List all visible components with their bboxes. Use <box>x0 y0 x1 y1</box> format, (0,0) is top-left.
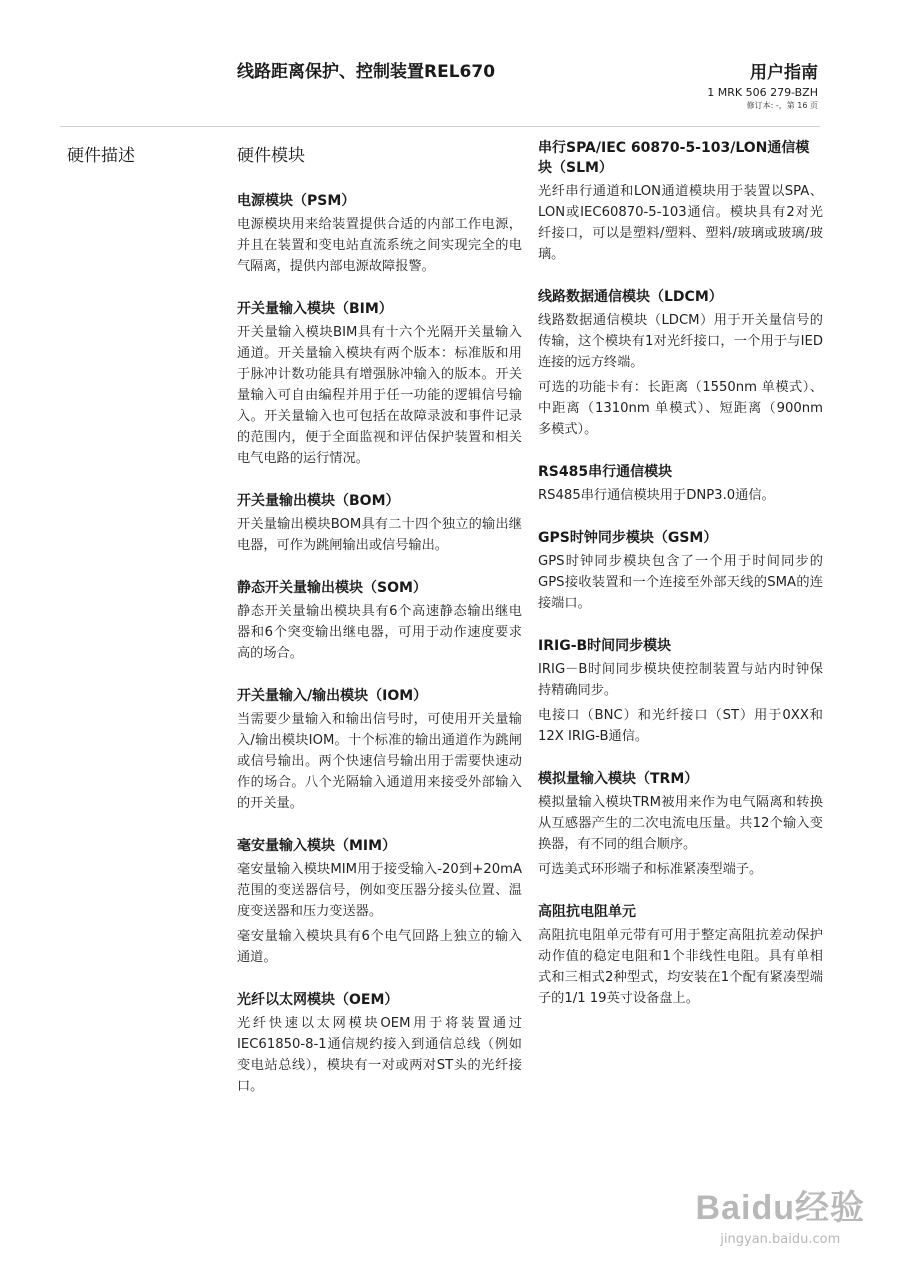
section-paragraph: 模拟量输入模块TRM被用来作为电气隔离和转换从互感器产生的二次电流电压量。共12个输入变换器，有不同的组合顺序。 <box>538 795 823 852</box>
section-title: 开关量输出模块（BOM） <box>237 493 400 509</box>
section-paragraph: GPS时钟同步模块包含了一个用于时间同步的GPS接收装置和一个连接至外部天线的SMA的连接端口。 <box>538 554 823 611</box>
header-right <box>707 63 818 111</box>
section-title: 开关量输入模块（BIM） <box>237 301 393 317</box>
section-paragraph: 开关量输入模块BIM具有十六个光隔开关量输入通道。开关量输入模块有两个版本：标准版和用于脉冲计数功能具有增强脉冲输入的版本。开关量输入可自由编程并用于任一功能的逻辑信号输入。开关量输入也可包括在故障录波和事件记录的范围内，便于全面监视和评估保护装置和相关电气电路的运行情况。 <box>237 325 522 466</box>
module-section <box>538 636 823 747</box>
module-section <box>538 528 823 614</box>
module-section <box>237 578 522 664</box>
header-divider <box>60 126 820 127</box>
section-title: IRIG-B时间同步模块 <box>538 638 672 654</box>
module-section <box>538 138 823 265</box>
section-paragraph: 静态开关量输出模块具有6个高速静态输出继电器和6个突变输出继电器，可用于动作速度要求高的场合。 <box>237 604 522 661</box>
section-title: 串行SPA/IEC 60870-5-103/LON通信模块（SLM） <box>538 140 810 176</box>
section-paragraph: 可选美式环形端子和标准紧凑型端子。 <box>538 862 763 877</box>
section-paragraph: 当需要少量输入和输出信号时，可使用开关量输入/输出模块IOM。十个标准的输出通道作为跳闸或信号输出。两个快速信号输出用于需要快速动作的场合。八个光隔输入通道用来接受外部输入的开关量。 <box>237 712 522 811</box>
document-title: 线路距离保护、控制装置REL670 <box>237 62 496 82</box>
section-title: 模拟量输入模块（TRM） <box>538 771 699 787</box>
module-section <box>538 769 823 880</box>
main-heading: 硬件模块 <box>237 146 305 166</box>
section-title: 静态开关量输出模块（SOM） <box>237 580 427 596</box>
left-column <box>237 141 522 1119</box>
section-title: 线路数据通信模块（LDCM） <box>538 289 723 305</box>
section-paragraph: 电接口（BNC）和光纤接口（ST）用于0XX和12X IRIG-B通信。 <box>538 708 823 744</box>
revision-page: 修订本: -，第 16 页 <box>746 101 818 110</box>
section-paragraph: 毫安量输入模块具有6个电气回路上独立的输入通道。 <box>237 929 522 965</box>
module-section <box>538 462 823 506</box>
module-section <box>538 287 823 440</box>
section-title: 开关量输入/输出模块（IOM） <box>237 688 428 704</box>
section-title: RS485串行通信模块 <box>538 464 673 480</box>
module-section <box>237 836 522 968</box>
module-section <box>237 491 522 556</box>
user-guide-label: 用户指南 <box>750 63 818 83</box>
section-title: 毫安量输入模块（MIM） <box>237 838 397 854</box>
module-section <box>237 686 522 814</box>
section-paragraph: RS485串行通信模块用于DNP3.0通信。 <box>538 488 775 503</box>
section-paragraph: 毫安量输入模块MIM用于接受输入-20到+20mA范围的变送器信号，例如变压器分接头位置、温度变送器和压力变送器。 <box>237 862 522 919</box>
module-section <box>237 191 522 277</box>
section-paragraph: 电源模块用来给装置提供合适的内部工作电源，并且在装置和变电站直流系统之间实现完全的电气隔离，提供内部电源故障报警。 <box>237 217 522 274</box>
module-section <box>237 990 522 1097</box>
section-paragraph: 可选的功能卡有：长距离（1550nm 单模式）、中距离（1310nm 单模式）、短距离（900nm 多模式）。 <box>538 380 823 437</box>
section-paragraph: 光纤串行通道和LON通道模块用于装置以SPA、LON或IEC60870-5-103通信。模块具有2对光纤接口，可以是塑料/塑料、塑料/玻璃或玻璃/玻璃。 <box>538 184 823 262</box>
section-title: GPS时钟同步模块（GSM） <box>538 530 718 546</box>
watermark-url: jingyan.baidu.com <box>720 1232 841 1247</box>
section-title: 光纤以太网模块（OEM） <box>237 992 399 1008</box>
section-title: 高阻抗电阻单元 <box>538 904 636 920</box>
section-paragraph: 线路数据通信模块（LDCM）用于开关量信号的传输，这个模块有1对光纤接口，一个用于与IED连接的远方终端。 <box>538 313 823 370</box>
document-number: 1 MRK 506 279-BZH <box>707 86 818 99</box>
module-section <box>538 902 823 1009</box>
section-paragraph: 开关量输出模块BOM具有二十四个独立的输出继电器，可作为跳闸输出或信号输出。 <box>237 517 522 553</box>
side-heading: 硬件描述 <box>67 146 135 166</box>
section-paragraph: IRIG－B时间同步模块使控制装置与站内时钟保持精确同步。 <box>538 662 823 698</box>
section-paragraph: 光纤快速以太网模块OEM用于将装置通过IEC61850-8-1通信规约接入到通信总线（例如变电站总线），模块有一对或两对ST头的光纤接口。 <box>237 1016 522 1094</box>
module-section <box>237 299 522 469</box>
section-paragraph: 高阻抗电阻单元带有可用于整定高阻抗差动保护动作值的稳定电阻和1个非线性电阻。具有单相式和三相式2种型式，均安装在1个配有紧凑型端子的1/1 19英寸设备盘上。 <box>538 928 823 1006</box>
watermark <box>696 1180 865 1247</box>
section-title: 电源模块（PSM） <box>237 193 356 209</box>
right-column <box>538 138 823 1031</box>
baidu-logo: Baidu经验 <box>695 1189 865 1227</box>
